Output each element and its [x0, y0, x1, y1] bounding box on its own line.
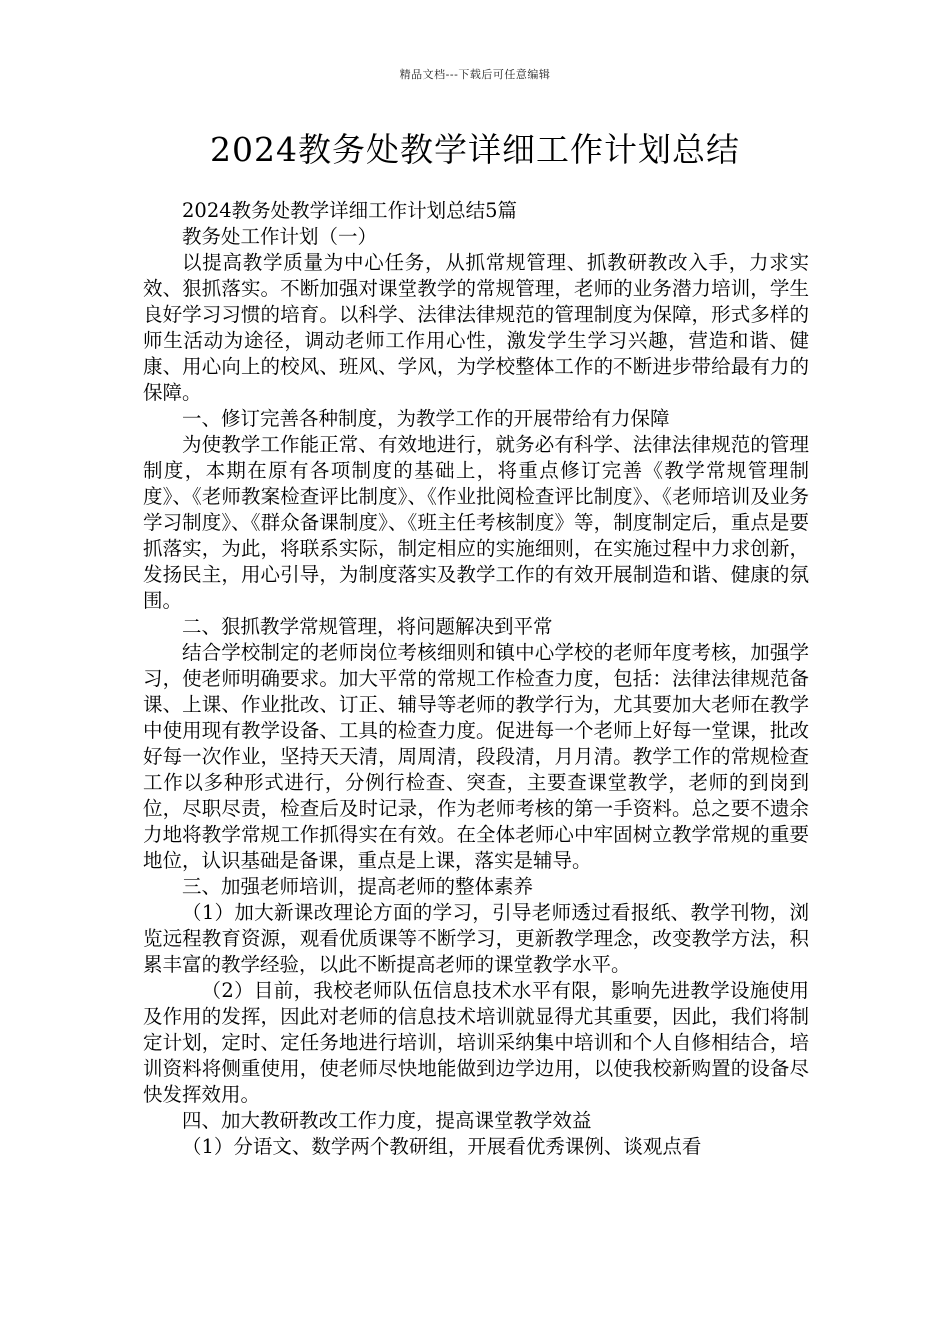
document-subtitle: 2024教务处教学详细工作计划总结5篇	[182, 199, 518, 222]
section-3-heading: 三、加强老师培训，提高老师的整体素养	[182, 875, 534, 898]
section-4-heading: 四、加大教研教改工作力度，提高课堂教学效益	[182, 1109, 592, 1132]
page-header: 精品文档---下载后可任意编辑	[399, 68, 551, 81]
section-1-heading: 一、修订完善各种制度，为教学工作的开展带给有力保障	[182, 407, 670, 430]
section-2-paragraph: 结合学校制定的老师岗位考核细则和镇中心学校的老师年度考核，加强学习，使老师明确要求。加大平常的常规工作检查力度，包括：法律法律规范备课、上课、作业批改、订正、辅导等老师的教学行为，尤其要加大老师在教学中使用现有教学设备、工具的检查力度。促进每一个老师上好每一堂课，批改好每一次作业，坚持天天清，周周清，段段清，月月清。教学工作的常规检查工作以多种形式进行，分例行检查、突查，主要查课堂教学，老师的到岗到位，尽职尽责，检查后及时记录，作为老师考核的第一手资料。总之要不遗余力地将教学常规工作抓得实在有效。在全体老师心中牢固树立教学常规的重要地位，认识基础是备课，重点是上课，落实是辅导。	[143, 641, 809, 872]
section-3-item-2: （2）目前，我校老师队伍信息技术水平有限，影响先进教学设施使用及作用的发挥，因此对老师的信息技术培训就显得尤其重要，因此，我们将制定计划，定时、定任务地进行培训，培训采纳集中培训和个人自修相结合，培训资料将侧重使用，使老师尽快地能做到边学边用，以使我校新购置的设备尽快发挥效用。	[143, 979, 809, 1106]
plan-heading: 教务处工作计划（一）	[182, 225, 378, 248]
section-3-item-1: （1）加大新课改理论方面的学习，引导老师透过看报纸、教学刊物，浏览远程教育资源，观看优质课等不断学习，更新教学理念，改变教学方法，积累丰富的教学经验，以此不断提高老师的课堂教学水平。	[143, 901, 809, 976]
intro-paragraph: 以提高教学质量为中心任务，从抓常规管理、抓教研教改入手，力求实效、狠抓落实。不断加强对课堂教学的常规管理，老师的业务潜力培训，学生良好学习习惯的培育。以科学、法律法律规范的管理制度为保障，形式多样的师生活动为途径，调动老师工作用心性，激发学生学习兴趣，营造和谐、健康、用心向上的校风、班风、学风，为学校整体工作的不断进步带给最有力的保障。	[143, 251, 809, 404]
section-1-paragraph: 为使教学工作能正常、有效地进行，就务必有科学、法律法律规范的管理制度，本期在原有各项制度的基础上，将重点修订完善《教学常规管理制度》、《老师教案检查评比制度》、《作业批阅检查评比制度》、《老师培训及业务学习制度》、《群众备课制度》、《班主任考核制度》等，制度制定后，重点是要抓落实，为此，将联系实际，制定相应的实施细则，在实施过程中力求创新，发扬民主，用心引导，为制度落实及教学工作的有效开展制造和谐、健康的氛围。	[143, 433, 809, 612]
section-4-item-1: （1）分语文、数学两个教研组，开展看优秀课例、谈观点看	[182, 1135, 702, 1158]
document-title: 2024教务处教学详细工作计划总结	[210, 130, 740, 169]
section-2-heading: 二、狠抓教学常规管理，将问题解决到平常	[182, 615, 553, 638]
document-body	[143, 198, 809, 1160]
